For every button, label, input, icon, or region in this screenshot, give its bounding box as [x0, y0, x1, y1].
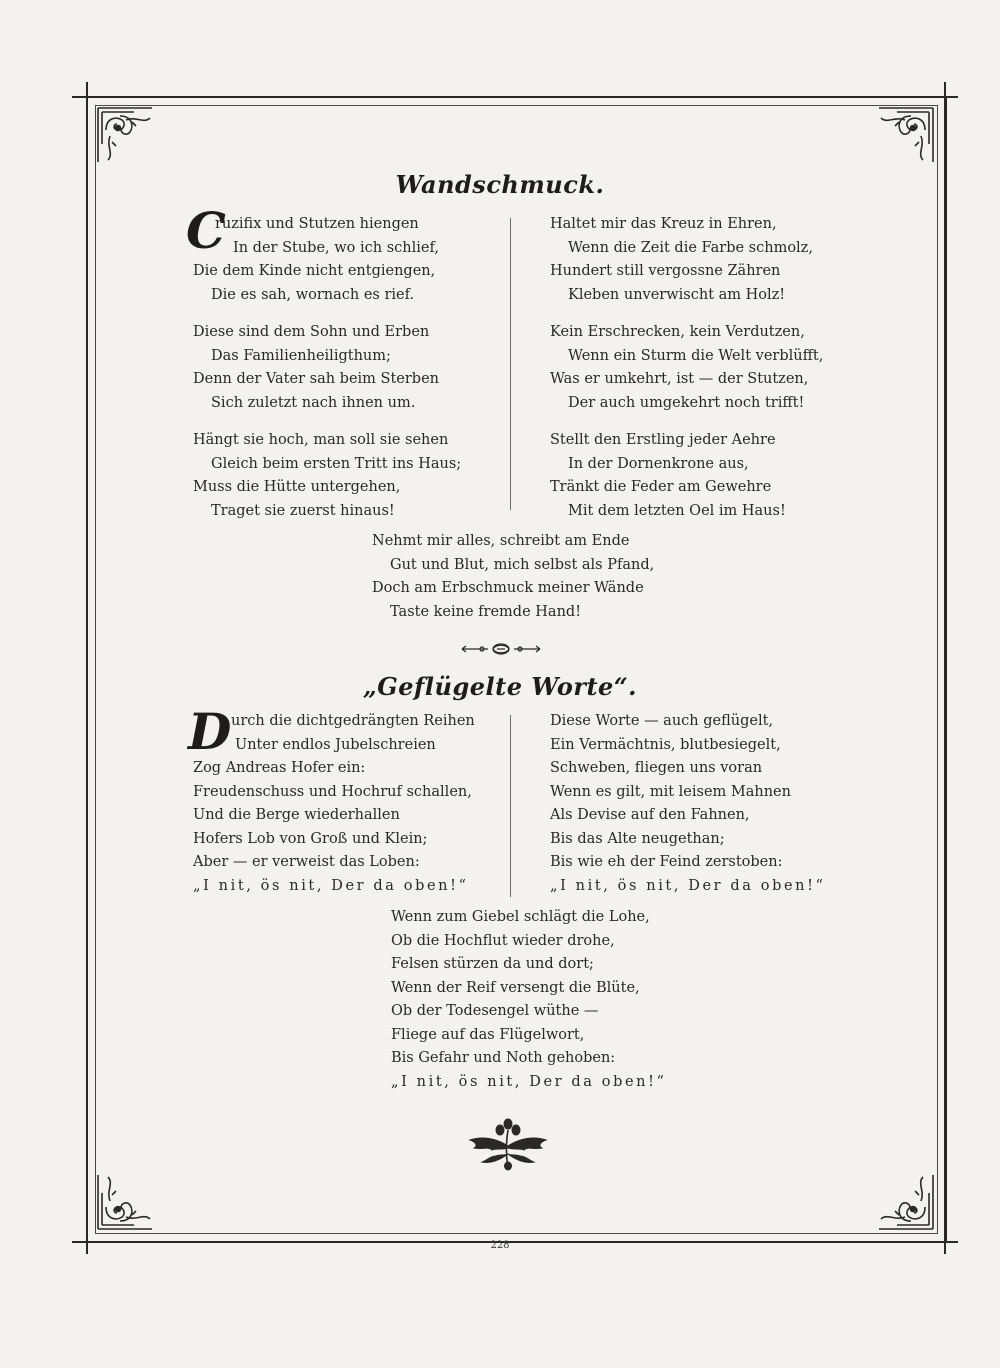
verse-line: Felsen stürzen da und dort;: [391, 956, 594, 972]
poem1-closing-stanza: [372, 530, 654, 624]
column-divider: [510, 715, 511, 897]
divider-ornament-icon: [460, 641, 542, 655]
verse-line: Kein Erschrecken, kein Verdutzen,: [550, 324, 805, 340]
poem2-closing-stanza: [391, 906, 667, 1094]
verse-line: Fliege auf das Flügelwort,: [391, 1026, 585, 1043]
verse-line: Die dem Kinde nicht entgiengen,: [193, 263, 436, 279]
right-rule-extension: [944, 82, 946, 1254]
verse-line: Tränkt die Feder am Gewehre: [550, 479, 772, 495]
verse-line: Ob die Hochflut wieder drohe,: [391, 932, 615, 949]
corner-ornament-icon: [875, 1171, 935, 1231]
verse-line: Bis das Alte neugethan;: [550, 830, 725, 847]
verse-line: Zog Andreas Hofer ein:: [193, 760, 366, 776]
verse-line: Wenn der Reif versengt die Blüte,: [391, 979, 640, 996]
verse-line: Sich zuletzt nach ihnen um.: [211, 394, 416, 411]
poem2-right-column: [550, 710, 826, 898]
verse-line: Stellt den Erstling jeder Aehre: [550, 432, 776, 448]
verse-line: In der Stube, wo ich schlief,: [233, 239, 439, 256]
drop-cap: C: [186, 201, 226, 260]
verse-line: Aber — er verweist das Loben:: [193, 854, 420, 870]
left-rule-extension: [86, 82, 88, 1254]
verse-line: Gleich beim ersten Tritt ins Haus;: [211, 455, 462, 472]
verse-line: Hängt sie hoch, man soll sie sehen: [193, 432, 449, 448]
verse-line: Diese sind dem Sohn und Erben: [193, 324, 430, 340]
verse-line: Wenn die Zeit die Farbe schmolz,: [568, 239, 813, 256]
verse-line: Was er umkehrt, ist — der Stutzen,: [550, 371, 809, 387]
verse-line: „I nit, ös nit, Der da oben!“: [391, 1073, 667, 1090]
verse-line: Gut und Blut, mich selbst als Pfand,: [390, 556, 655, 573]
poem1-left-column: [193, 213, 461, 523]
drop-cap: D: [188, 702, 232, 761]
verse-line: Ob der Todesengel wüthe —: [391, 1003, 599, 1019]
verse-line: urch die dichtgedrängten Reihen: [231, 713, 475, 729]
top-rule-extension: [72, 96, 958, 98]
poem-title: Wandschmuck.: [395, 170, 605, 199]
verse-line: Nehmt mir alles, schreibt am Ende: [372, 533, 630, 549]
verse-line: Denn der Vater sah beim Sterben: [193, 371, 439, 387]
verse-line: Bis wie eh der Feind zerstoben:: [550, 854, 783, 870]
acorn-leaf-vignette-icon: [466, 1116, 550, 1172]
corner-ornament-icon: [96, 1171, 156, 1231]
poem-title: „Geflügelte Worte“.: [362, 672, 637, 701]
verse-line: Doch am Erbschmuck meiner Wände: [372, 580, 644, 596]
verse-line: Ein Vermächtnis, blutbesiegelt,: [550, 736, 781, 753]
verse-line: Muss die Hütte untergehen,: [193, 479, 401, 495]
verse-line: Haltet mir das Kreuz in Ehren,: [550, 216, 777, 232]
corner-ornament-icon: [875, 106, 935, 166]
verse-line: Freudenschuss und Hochruf schallen,: [193, 783, 472, 800]
verse-line: Hundert still vergossne Zähren: [550, 263, 781, 279]
verse-line: „I nit, ös nit, Der da oben!“: [193, 877, 469, 894]
verse-line: Traget sie zuerst hinaus!: [211, 502, 395, 519]
verse-line: Unter endlos Jubelschreien: [235, 736, 436, 753]
verse-line: „I nit, ös nit, Der da oben!“: [550, 877, 826, 894]
verse-line: Wenn ein Sturm die Welt verblüfft,: [568, 347, 824, 364]
verse-line: Und die Berge wiederhallen: [193, 807, 400, 823]
verse-line: Der auch umgekehrt noch trifft!: [568, 394, 805, 411]
poem2-left-column: [193, 710, 475, 898]
verse-line: In der Dornenkrone aus,: [568, 455, 749, 472]
verse-line: Das Familienheiligthum;: [211, 347, 391, 364]
verse-line: Wenn es gilt, mit leisem Mahnen: [550, 783, 791, 800]
column-divider: [510, 218, 511, 510]
verse-line: Hofers Lob von Groß und Klein;: [193, 830, 428, 847]
page-number: 228: [490, 1240, 510, 1251]
verse-line: Schweben, fliegen uns voran: [550, 760, 763, 776]
verse-line: Bis Gefahr und Noth gehoben:: [391, 1050, 616, 1066]
verse-line: Wenn zum Giebel schlägt die Lohe,: [391, 909, 650, 925]
verse-line: Als Devise auf den Fahnen,: [550, 807, 750, 823]
verse-line: ruzifix und Stutzen hiengen: [215, 216, 419, 232]
verse-line: Mit dem letzten Oel im Haus!: [568, 502, 786, 519]
verse-line: Diese Worte — auch geflügelt,: [550, 713, 774, 729]
verse-line: Taste keine fremde Hand!: [390, 603, 582, 620]
verse-line: Kleben unverwischt am Holz!: [568, 286, 786, 303]
poem1-right-column: [550, 213, 823, 523]
verse-line: Die es sah, wornach es rief.: [211, 286, 415, 303]
corner-ornament-icon: [96, 106, 156, 166]
